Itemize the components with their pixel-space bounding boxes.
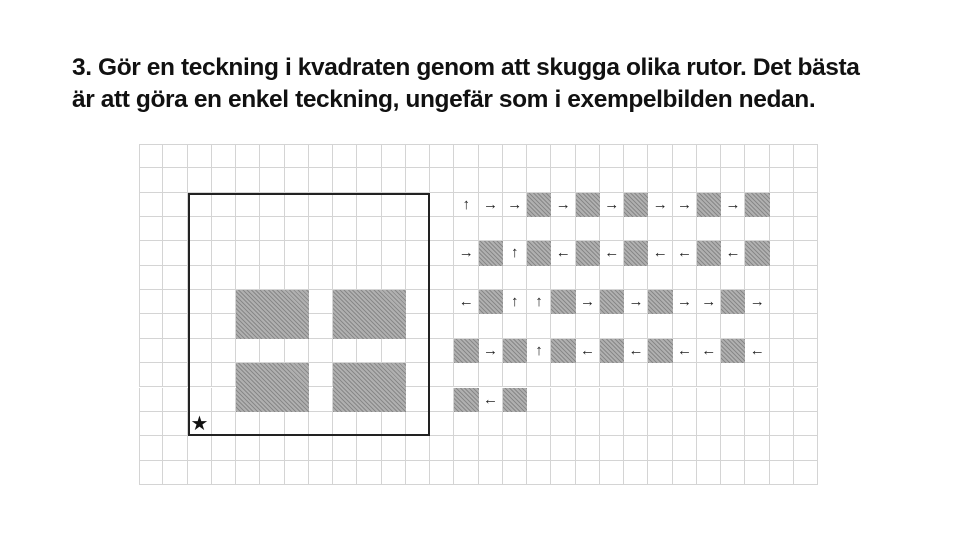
grid-cell xyxy=(454,217,478,241)
grid-cell xyxy=(454,144,478,168)
grid-cell xyxy=(430,339,454,363)
right-arrow-icon: → xyxy=(604,195,620,213)
grid-cell xyxy=(309,436,333,460)
grid-cell xyxy=(212,144,236,168)
grid-cell xyxy=(503,363,527,387)
grid-cell xyxy=(624,363,648,387)
shade-instruction xyxy=(551,339,575,363)
grid-cell xyxy=(794,290,818,314)
grid-cell xyxy=(454,412,478,436)
grid-cell xyxy=(551,461,575,485)
example-figure xyxy=(139,144,818,485)
left-arrow-icon: ← xyxy=(677,341,692,359)
grid-cell xyxy=(163,339,187,363)
grid-cell xyxy=(600,217,624,241)
grid-cell xyxy=(721,461,745,485)
grid-cell xyxy=(527,144,551,168)
shade-instruction xyxy=(648,339,672,363)
shade-instruction xyxy=(503,388,527,412)
grid-cell xyxy=(430,168,454,192)
grid-cell xyxy=(794,241,818,265)
grid-cell xyxy=(721,266,745,290)
right-arrow-icon: → xyxy=(507,195,523,213)
grid-cell xyxy=(770,388,794,412)
grid-cell xyxy=(745,266,769,290)
grid-cell xyxy=(357,168,381,192)
grid-cell xyxy=(527,217,551,241)
grid-cell xyxy=(357,436,381,460)
grid-cell xyxy=(139,266,163,290)
grid-cell xyxy=(503,266,527,290)
grid-cell xyxy=(430,461,454,485)
grid-cell xyxy=(163,461,187,485)
grid-cell xyxy=(745,144,769,168)
grid-cell xyxy=(260,436,284,460)
grid-cell xyxy=(600,314,624,338)
grid-cell xyxy=(430,144,454,168)
shade-instruction xyxy=(576,241,600,265)
grid-cell xyxy=(527,461,551,485)
grid-cell xyxy=(163,412,187,436)
shade-instruction xyxy=(479,290,503,314)
grid-cell xyxy=(285,436,309,460)
grid-cell xyxy=(479,314,503,338)
grid-cell xyxy=(576,144,600,168)
grid-cell xyxy=(673,436,697,460)
grid-cell xyxy=(794,388,818,412)
grid-cell xyxy=(139,241,163,265)
grid-cell xyxy=(576,266,600,290)
grid-cell xyxy=(551,144,575,168)
grid-cell xyxy=(479,266,503,290)
grid-cell xyxy=(600,412,624,436)
grid-cell xyxy=(139,290,163,314)
grid-cell xyxy=(673,144,697,168)
grid-cell xyxy=(624,388,648,412)
grid-cell xyxy=(697,217,721,241)
grid-cell xyxy=(430,412,454,436)
grid-cell xyxy=(163,363,187,387)
grid-cell xyxy=(163,168,187,192)
left-arrow-icon: ← xyxy=(749,341,765,359)
grid-cell xyxy=(382,461,406,485)
grid-cell xyxy=(745,461,769,485)
grid-cell xyxy=(794,436,818,460)
grid-cell xyxy=(430,193,454,217)
grid-cell xyxy=(163,388,187,412)
up-arrow-icon: ↑ xyxy=(462,195,470,213)
grid-cell xyxy=(697,168,721,192)
grid-cell xyxy=(285,144,309,168)
grid-cell xyxy=(139,339,163,363)
shade-instruction xyxy=(527,193,551,217)
grid-cell xyxy=(333,168,357,192)
grid-cell xyxy=(697,388,721,412)
grid-cell xyxy=(770,363,794,387)
grid-cell xyxy=(600,363,624,387)
grid-cell xyxy=(454,314,478,338)
grid-cell xyxy=(600,266,624,290)
grid-cell xyxy=(697,144,721,168)
grid-cell xyxy=(770,217,794,241)
grid-cell xyxy=(624,217,648,241)
grid-cell xyxy=(648,412,672,436)
left-arrow-icon: ← xyxy=(604,244,620,262)
grid-cell xyxy=(721,144,745,168)
grid-cell xyxy=(406,461,430,485)
right-arrow-icon: → xyxy=(652,195,668,213)
instruction-line-1: 3. Gör en teckning i kvadraten genom att skugga olika rutor. Det bästa xyxy=(72,54,860,81)
grid-cell xyxy=(648,144,672,168)
grid-cell xyxy=(503,314,527,338)
grid-cell xyxy=(794,168,818,192)
grid-cell xyxy=(576,388,600,412)
grid-cell xyxy=(454,168,478,192)
right-arrow-icon: → xyxy=(749,293,765,311)
grid-cell xyxy=(721,168,745,192)
grid-cell xyxy=(503,436,527,460)
grid-cell xyxy=(745,168,769,192)
grid-cell xyxy=(600,436,624,460)
grid-cell xyxy=(212,168,236,192)
grid-cell xyxy=(551,388,575,412)
grid-cell xyxy=(527,266,551,290)
grid-cell xyxy=(600,388,624,412)
grid-cell xyxy=(673,388,697,412)
grid-cell xyxy=(333,461,357,485)
grid-cell xyxy=(357,461,381,485)
grid-cell xyxy=(673,168,697,192)
grid-cell xyxy=(139,217,163,241)
right-arrow-icon: → xyxy=(555,195,571,213)
grid-cell xyxy=(576,168,600,192)
shade-instruction xyxy=(624,241,648,265)
grid-cell xyxy=(188,436,212,460)
grid-cell xyxy=(479,144,503,168)
grid-cell xyxy=(648,168,672,192)
grid-cell xyxy=(673,363,697,387)
grid-cell xyxy=(527,412,551,436)
right-arrow-icon: → xyxy=(483,195,498,213)
grid-cell xyxy=(260,461,284,485)
grid-cell xyxy=(721,388,745,412)
left-arrow-icon: ← xyxy=(725,244,741,262)
grid-cell xyxy=(430,217,454,241)
grid-cell xyxy=(188,461,212,485)
left-arrow-icon: ← xyxy=(555,244,571,262)
star-icon: ★ xyxy=(190,412,209,435)
grid-cell xyxy=(576,363,600,387)
grid-cell xyxy=(697,436,721,460)
grid-cell xyxy=(163,436,187,460)
left-arrow-icon: ← xyxy=(677,244,692,262)
grid-cell xyxy=(551,168,575,192)
grid-cell xyxy=(697,461,721,485)
grid-cell xyxy=(406,168,430,192)
grid-cell xyxy=(454,266,478,290)
grid-cell xyxy=(576,412,600,436)
grid-cell xyxy=(770,193,794,217)
grid-cell xyxy=(697,266,721,290)
grid-cell xyxy=(503,412,527,436)
grid-cell xyxy=(794,266,818,290)
grid-cell xyxy=(770,461,794,485)
grid-cell xyxy=(624,461,648,485)
grid-cell xyxy=(285,461,309,485)
left-arrow-icon: ← xyxy=(701,341,717,359)
grid-cell xyxy=(382,168,406,192)
grid-cell xyxy=(430,363,454,387)
grid-cell xyxy=(551,266,575,290)
grid-cell xyxy=(139,436,163,460)
grid-cell xyxy=(624,144,648,168)
grid-cell xyxy=(139,388,163,412)
grid-cell xyxy=(163,241,187,265)
grid-cell xyxy=(794,339,818,363)
grid-cell xyxy=(648,436,672,460)
grid-cell xyxy=(527,168,551,192)
grid-cell xyxy=(624,412,648,436)
grid-cell xyxy=(770,314,794,338)
grid-cell xyxy=(600,461,624,485)
grid-cell xyxy=(309,168,333,192)
grid-cell xyxy=(576,436,600,460)
grid-cell xyxy=(479,168,503,192)
shade-instruction xyxy=(479,241,503,265)
grid-cell xyxy=(454,436,478,460)
up-arrow-icon: ↑ xyxy=(535,293,543,311)
right-arrow-icon: → xyxy=(580,293,595,311)
right-arrow-icon: → xyxy=(628,293,644,311)
grid-cell xyxy=(285,168,309,192)
grid-cell xyxy=(624,314,648,338)
shade-instruction xyxy=(503,339,527,363)
grid-cell xyxy=(236,461,260,485)
grid-cell xyxy=(648,266,672,290)
left-arrow-icon: ← xyxy=(580,341,595,359)
grid-cell xyxy=(770,412,794,436)
drawing-square xyxy=(188,193,430,436)
grid-cell xyxy=(333,436,357,460)
grid-cell xyxy=(503,144,527,168)
grid-cell xyxy=(697,314,721,338)
grid-cell xyxy=(139,144,163,168)
grid-cell xyxy=(212,436,236,460)
grid-cell xyxy=(163,314,187,338)
grid-cell xyxy=(430,241,454,265)
shade-instruction xyxy=(721,290,745,314)
grid-cell xyxy=(794,363,818,387)
grid-cell xyxy=(357,144,381,168)
shade-instruction xyxy=(527,241,551,265)
grid-cell xyxy=(794,217,818,241)
grid-cell xyxy=(503,217,527,241)
grid-cell xyxy=(770,266,794,290)
shade-instruction xyxy=(624,193,648,217)
grid-cell xyxy=(236,436,260,460)
shade-instruction xyxy=(721,339,745,363)
grid-cell xyxy=(236,144,260,168)
grid-cell xyxy=(770,290,794,314)
grid-cell xyxy=(503,461,527,485)
grid-cell xyxy=(527,388,551,412)
shade-instruction xyxy=(745,193,769,217)
up-arrow-icon: ↑ xyxy=(511,244,519,262)
grid-cell xyxy=(745,412,769,436)
grid-cell xyxy=(648,363,672,387)
grid-cell xyxy=(479,461,503,485)
grid-cell xyxy=(139,363,163,387)
grid-cell xyxy=(745,436,769,460)
grid-cell xyxy=(624,436,648,460)
grid-cell xyxy=(430,290,454,314)
left-arrow-icon: ← xyxy=(458,293,474,311)
grid-cell xyxy=(648,217,672,241)
grid-cell xyxy=(770,144,794,168)
grid-cell xyxy=(527,363,551,387)
grid-cell xyxy=(260,144,284,168)
grid-cell xyxy=(406,436,430,460)
grid-cell xyxy=(188,168,212,192)
grid-cell xyxy=(673,217,697,241)
grid-cell xyxy=(430,388,454,412)
shade-instruction xyxy=(454,339,478,363)
grid-cell xyxy=(673,266,697,290)
right-arrow-icon: → xyxy=(677,293,692,311)
up-arrow-icon: ↑ xyxy=(535,341,543,359)
grid-cell xyxy=(624,168,648,192)
grid-cell xyxy=(406,144,430,168)
grid-cell xyxy=(430,266,454,290)
grid-cell xyxy=(648,314,672,338)
grid-cell xyxy=(551,436,575,460)
grid-cell xyxy=(721,217,745,241)
instruction-text xyxy=(72,52,932,116)
grid-cell xyxy=(382,144,406,168)
grid-cell xyxy=(600,144,624,168)
grid-cell xyxy=(673,412,697,436)
grid-cell xyxy=(139,193,163,217)
shade-instruction xyxy=(576,193,600,217)
grid-cell xyxy=(770,168,794,192)
grid-cell xyxy=(527,436,551,460)
grid-cell xyxy=(551,412,575,436)
grid-cell xyxy=(479,217,503,241)
grid-cell xyxy=(770,436,794,460)
left-arrow-icon: ← xyxy=(652,244,668,262)
right-arrow-icon: → xyxy=(458,244,474,262)
grid-cell xyxy=(721,412,745,436)
shade-instruction xyxy=(551,290,575,314)
shade-instruction xyxy=(697,241,721,265)
shade-instruction xyxy=(648,290,672,314)
grid-cell xyxy=(430,314,454,338)
grid-cell xyxy=(163,266,187,290)
grid-cell xyxy=(770,241,794,265)
grid-cell xyxy=(551,363,575,387)
grid-cell xyxy=(745,363,769,387)
grid-cell xyxy=(382,436,406,460)
grid-cell xyxy=(503,168,527,192)
up-arrow-icon: ↑ xyxy=(511,293,519,311)
shade-instruction xyxy=(600,290,624,314)
grid-cell xyxy=(721,363,745,387)
grid-cell xyxy=(479,412,503,436)
grid-cell xyxy=(139,461,163,485)
grid-cell xyxy=(721,436,745,460)
grid-cell xyxy=(479,363,503,387)
grid-cell xyxy=(673,314,697,338)
shade-instruction xyxy=(745,241,769,265)
grid-cell xyxy=(333,144,357,168)
grid-cell xyxy=(794,314,818,338)
grid-cell xyxy=(794,193,818,217)
grid-cell xyxy=(551,217,575,241)
right-arrow-icon: → xyxy=(483,341,498,359)
right-arrow-icon: → xyxy=(677,195,692,213)
grid-cell xyxy=(624,266,648,290)
grid-cell xyxy=(745,388,769,412)
grid-cell xyxy=(454,363,478,387)
grid-cell xyxy=(163,193,187,217)
right-arrow-icon: → xyxy=(701,293,717,311)
grid-cell xyxy=(721,314,745,338)
grid-cell xyxy=(212,461,236,485)
grid-cell xyxy=(576,217,600,241)
shade-instruction xyxy=(600,339,624,363)
grid-cell xyxy=(527,314,551,338)
grid-cell xyxy=(648,461,672,485)
grid-cell xyxy=(576,461,600,485)
grid-cell xyxy=(745,314,769,338)
instruction-line-2: är att göra en enkel teckning, ungefär som i exempelbilden nedan. xyxy=(72,86,816,113)
grid-cell xyxy=(309,144,333,168)
grid-cell xyxy=(163,217,187,241)
shade-instruction xyxy=(454,388,478,412)
grid-cell xyxy=(236,168,260,192)
grid-cell xyxy=(697,363,721,387)
grid-cell xyxy=(139,412,163,436)
grid-cell xyxy=(794,144,818,168)
grid-cell xyxy=(163,144,187,168)
grid-cell xyxy=(551,314,575,338)
grid-cell xyxy=(309,461,333,485)
grid-cell xyxy=(430,436,454,460)
grid-cell xyxy=(600,168,624,192)
grid-cell xyxy=(794,461,818,485)
grid-cell xyxy=(770,339,794,363)
grid-cell xyxy=(479,436,503,460)
right-arrow-icon: → xyxy=(725,195,741,213)
grid-cell xyxy=(794,412,818,436)
left-arrow-icon: ← xyxy=(483,390,498,408)
grid-cell xyxy=(648,388,672,412)
grid-cell xyxy=(576,314,600,338)
grid-cell xyxy=(139,314,163,338)
grid-cell xyxy=(745,217,769,241)
shade-instruction xyxy=(697,193,721,217)
grid-cell xyxy=(163,290,187,314)
grid-cell xyxy=(454,461,478,485)
grid-cell xyxy=(260,168,284,192)
left-arrow-icon: ← xyxy=(628,341,644,359)
grid-cell xyxy=(188,144,212,168)
grid-cell xyxy=(139,168,163,192)
grid-cell xyxy=(673,461,697,485)
grid-cell xyxy=(697,412,721,436)
